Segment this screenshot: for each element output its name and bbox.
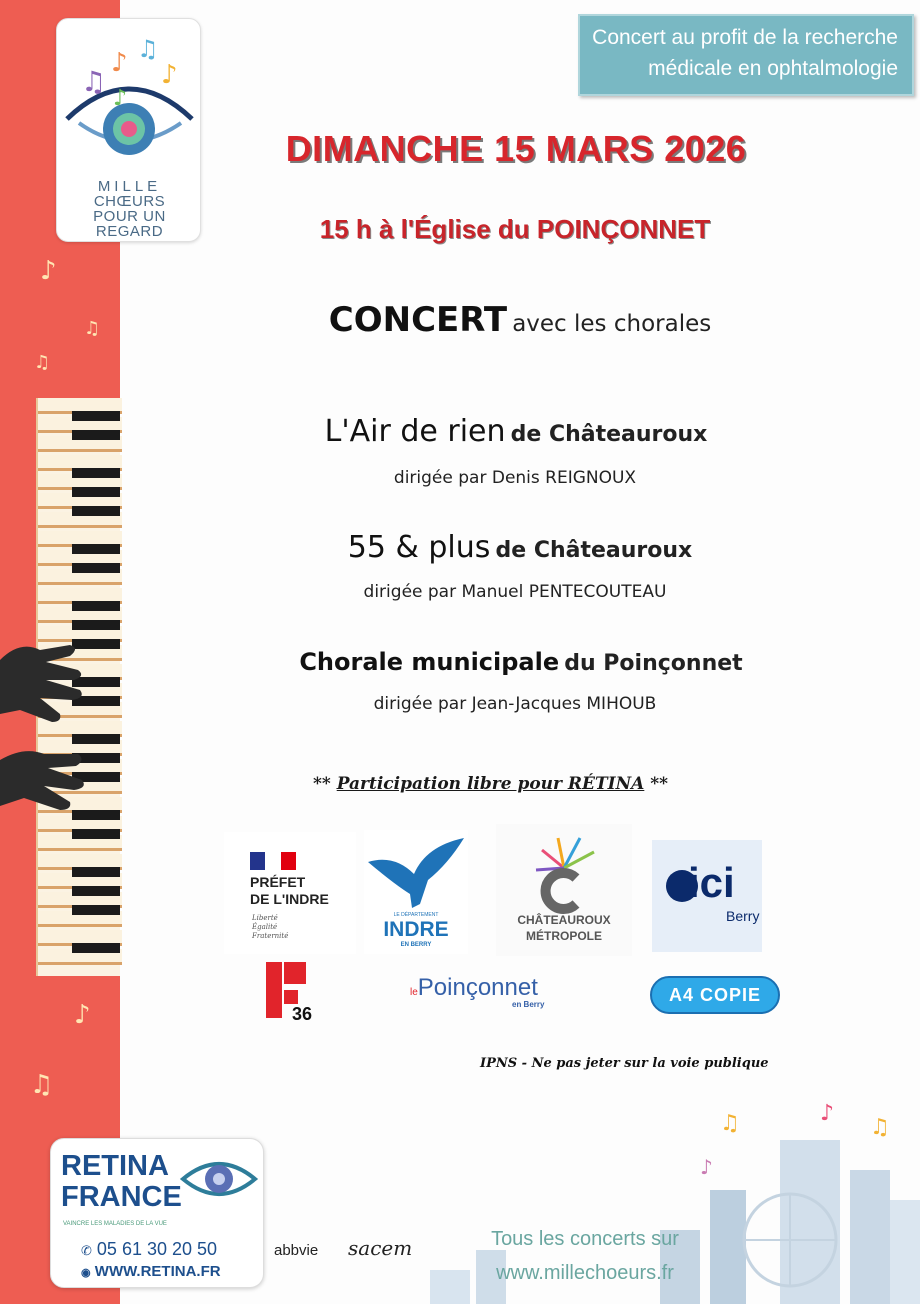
choir-place: de Châteauroux bbox=[510, 422, 708, 447]
chateauroux-line: CHÂTEAUROUX bbox=[517, 913, 611, 927]
indre-sub-label: EN BERRY bbox=[400, 942, 432, 948]
retina-website-url: WWW.RETINA.FR bbox=[94, 1263, 221, 1280]
poinconnet-le: le bbox=[410, 987, 418, 998]
concert-heading bbox=[290, 300, 750, 340]
piano-black-key bbox=[72, 620, 120, 630]
logo-line: CHŒURS bbox=[93, 193, 166, 210]
retina-france-box bbox=[50, 1138, 264, 1288]
le-poinconnet-logo bbox=[410, 974, 580, 1018]
music-note-icon: ♫ bbox=[34, 352, 51, 373]
french-flag-icon bbox=[250, 852, 296, 870]
music-note-icon: ♪ bbox=[40, 256, 57, 286]
piano-black-key bbox=[72, 411, 120, 421]
concert-tail: avec les chorales bbox=[512, 311, 712, 337]
prefet-motto bbox=[252, 914, 288, 941]
sacem-logo: sacem bbox=[348, 1236, 413, 1260]
chateauroux-line: MÉTROPOLE bbox=[525, 929, 602, 943]
choir-name: L'Air de rien bbox=[324, 414, 506, 449]
logo-36 bbox=[262, 960, 328, 1026]
banner-line: Concert au profit de la recherche bbox=[592, 26, 898, 49]
choir-director: dirigée par Manuel PENTECOUTEAU bbox=[363, 582, 667, 602]
svg-text:♪: ♪ bbox=[700, 1155, 713, 1179]
web-icon: ◉ bbox=[81, 1267, 91, 1279]
retina-phone bbox=[81, 1239, 217, 1260]
prefet-line: DE L'INDRE bbox=[250, 891, 329, 907]
choir-name-line bbox=[320, 530, 720, 565]
svg-text:♪: ♪ bbox=[820, 1101, 835, 1126]
participation-text: Participation libre pour RÉTINA bbox=[336, 774, 645, 794]
mille-choeurs-logo-text bbox=[57, 179, 202, 239]
motto-line: Liberté bbox=[252, 914, 278, 922]
piano-black-key bbox=[72, 506, 120, 516]
fundraising-banner bbox=[578, 14, 914, 96]
logo-line: POUR UN bbox=[93, 208, 166, 225]
indre-small-label: LE DÉPARTEMENT bbox=[393, 912, 439, 918]
bird-icon bbox=[364, 834, 468, 914]
retina-line: RETINA bbox=[61, 1150, 169, 1182]
hands-silhouette-icon bbox=[0, 630, 90, 870]
piano-black-key bbox=[72, 905, 120, 915]
retina-title bbox=[61, 1151, 182, 1213]
choir-place: du Poinçonnet bbox=[564, 651, 743, 676]
indre-departement-logo bbox=[364, 830, 468, 954]
abbvie-logo: abbvie bbox=[274, 1242, 319, 1259]
prefet-indre-logo bbox=[224, 832, 356, 954]
music-note-icon: ♫ bbox=[84, 318, 101, 339]
piano-black-key bbox=[72, 601, 120, 611]
piano-black-key bbox=[72, 563, 120, 573]
piano-black-key bbox=[72, 468, 120, 478]
svg-text:♪: ♪ bbox=[161, 60, 178, 90]
logo-36-label: 36 bbox=[292, 1004, 313, 1024]
event-time-place: 15 h à l'Église du POINÇONNET bbox=[319, 214, 711, 244]
eye-icon bbox=[179, 1149, 259, 1209]
eye-with-notes-icon bbox=[57, 19, 202, 179]
a4-copie-logo: A4 COPIE bbox=[650, 976, 780, 1014]
concert-word: CONCERT bbox=[328, 300, 508, 340]
choir-place: de Châteauroux bbox=[495, 538, 693, 563]
all-concerts-line: Tous les concerts sur bbox=[491, 1228, 679, 1250]
participation-note bbox=[313, 774, 743, 794]
choir-name-line bbox=[286, 414, 746, 449]
choir-director: dirigée par Denis REIGNOUX bbox=[393, 468, 637, 488]
svg-text:♫: ♫ bbox=[81, 65, 107, 98]
all-concerts-url: www.millechoeurs.fr bbox=[496, 1262, 674, 1284]
ipns-notice: IPNS - Ne pas jeter sur la voie publique bbox=[480, 1056, 769, 1071]
piano-black-key bbox=[72, 886, 120, 896]
logo-line: MILLE bbox=[97, 178, 162, 195]
music-note-icon: ♪ bbox=[74, 1000, 91, 1030]
motto-line: Égalité bbox=[252, 923, 278, 931]
svg-text:♫: ♫ bbox=[720, 1111, 740, 1136]
mille-choeurs-logo bbox=[56, 18, 201, 242]
retina-tagline: VAINCRE LES MALADIES DE LA VUE bbox=[63, 1221, 167, 1227]
ici-sub-label: Berry bbox=[726, 908, 760, 924]
poinconnet-label bbox=[410, 974, 538, 1002]
retina-line: FRANCE bbox=[61, 1181, 182, 1213]
banner-line: médicale en ophtalmologie bbox=[648, 57, 898, 80]
choir-name: Chorale municipale bbox=[299, 648, 560, 676]
retina-website bbox=[81, 1263, 221, 1280]
indre-label: INDRE bbox=[383, 918, 449, 941]
event-date: DIMANCHE 15 MARS 2026 bbox=[285, 128, 747, 169]
music-note-icon: ♫ bbox=[30, 1070, 54, 1100]
chateauroux-c-icon bbox=[496, 824, 632, 914]
poinconnet-name: Poinçonnet bbox=[417, 974, 538, 1001]
logo-line: REGARD bbox=[95, 223, 164, 240]
svg-text:♫: ♫ bbox=[137, 35, 159, 63]
participation-prefix: ** bbox=[313, 774, 331, 794]
svg-text:♫: ♫ bbox=[870, 1115, 890, 1140]
choir-name-line bbox=[276, 648, 766, 676]
motto-line: Fraternité bbox=[252, 932, 289, 940]
choir-director: dirigée par Jean-Jacques MIHOUB bbox=[373, 694, 657, 714]
poinconnet-sub-label: en Berry bbox=[512, 1000, 545, 1009]
svg-text:♪: ♪ bbox=[113, 86, 128, 111]
svg-text:♪: ♪ bbox=[111, 48, 128, 78]
prefet-text bbox=[250, 874, 329, 908]
ici-berry-logo bbox=[652, 840, 762, 952]
phone-icon: ✆ bbox=[81, 1243, 92, 1258]
all-concerts-note bbox=[490, 1222, 680, 1290]
piano-black-key bbox=[72, 544, 120, 554]
chateauroux-text bbox=[496, 912, 632, 944]
piano-black-key bbox=[72, 430, 120, 440]
piano-black-key bbox=[72, 487, 120, 497]
retina-phone-number: 05 61 30 20 50 bbox=[96, 1239, 218, 1259]
participation-suffix: ** bbox=[650, 774, 669, 794]
ici-label: ici bbox=[688, 859, 735, 906]
choir-name: 55 & plus bbox=[347, 530, 491, 565]
chateauroux-metropole-logo bbox=[496, 824, 632, 956]
prefet-line: PRÉFET bbox=[250, 874, 306, 890]
piano-black-key bbox=[72, 943, 120, 953]
